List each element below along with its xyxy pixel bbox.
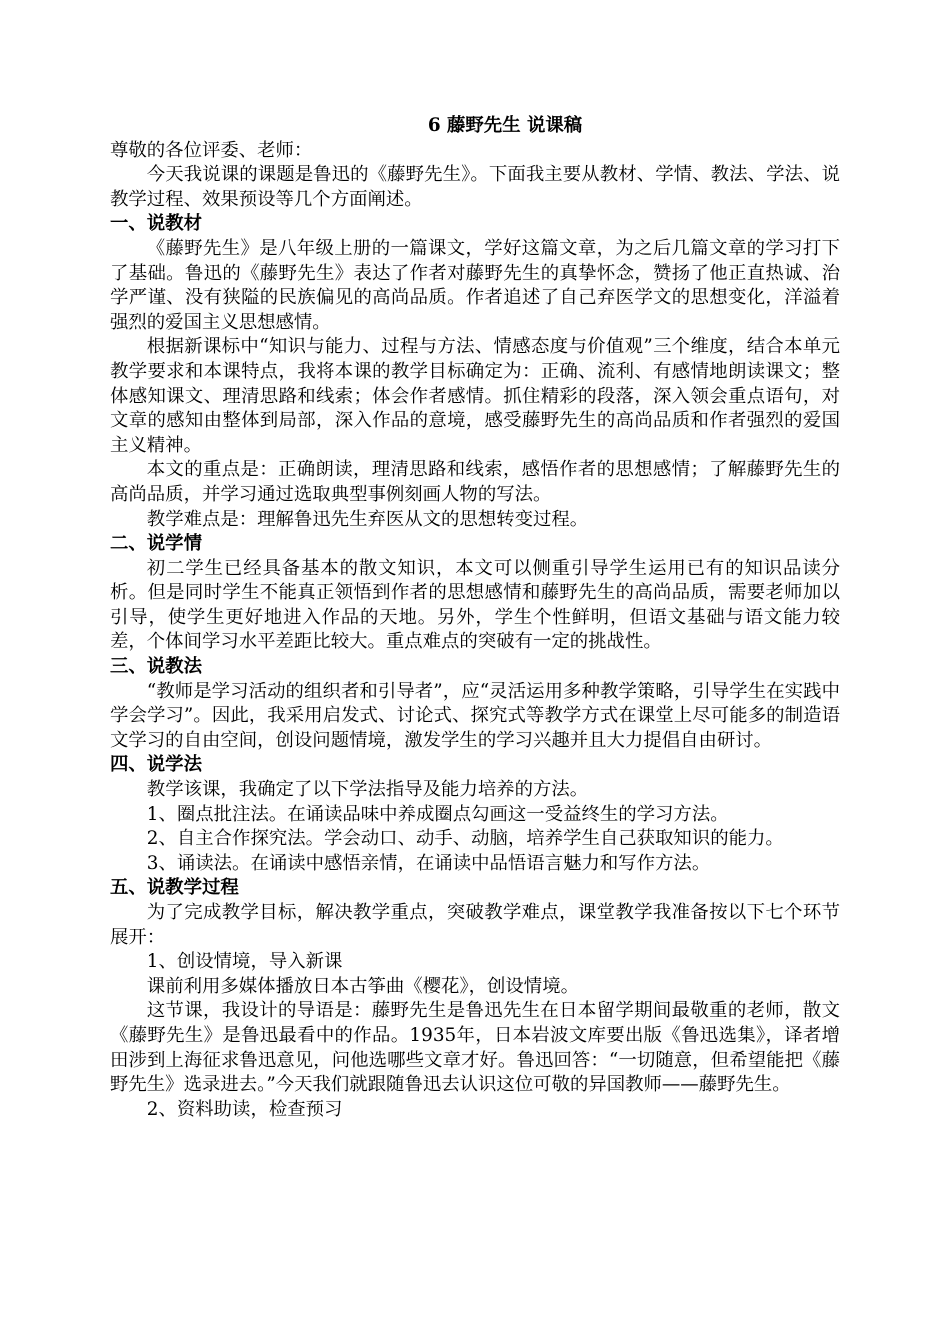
paragraph: “教师是学习活动的组织者和引导者”，应“灵活运用多种教学策略，引导学生在实践中学会学习”。因此，我采用启发式、讨论式、探究式等教学方式在课堂上尽可能多的制造语文学习的自由空间，创设问题情境，激发学生的学习兴趣并且大力提倡自由研讨。 [110, 680, 840, 751]
paragraph: 《藤野先生》是八年级上册的一篇课文，学好这篇文章，为之后几篇文章的学习打下了基础。鲁迅的《藤野先生》表达了作者对藤野先生的真挚怀念，赞扬了他正直热诚、治学严谨、没有狭隘的民族偏见的高尚品质。作者追述了自己弃医学文的思想变化，洋溢着强烈的爱国主义思想感情。 [110, 237, 840, 333]
list-item: 2、资料助读，检查预习 [146, 1098, 343, 1120]
section-heading-students: 二、说学情 [110, 533, 202, 555]
paragraph: 根据新课标中“知识与能力、过程与方法、情感态度与价值观”三个维度，结合本单元教学要求和本课特点，我将本课的教学目标确定为：正确、流利、有感情地朗读课文；整体感知课文、理清思路和线索；体会作者感情。抓住精彩的段落，深入领会重点语句，对文章的感知由整体到局部，深入作品的意境，感受藤野先生的高尚品质和作者强烈的爱国主义精神。 [110, 336, 840, 456]
paragraph: 这节课，我设计的导语是：藤野先生是鲁迅先生在日本留学期间最敬重的老师，散文《藤野先生》是鲁迅最看中的作品。1935年，日本岩波文库要出版《鲁迅选集》，译者增田涉到上海征求鲁迅意见，问他选哪些文章才好。鲁迅回答：“一切随意，但希望能把《藤野先生》选录进去。”今天我们就跟随鲁迅去认识这位可敬的异国教师——藤野先生。 [110, 1000, 840, 1096]
paragraph: 教学该课，我确定了以下学法指导及能力培养的方法。 [146, 779, 589, 801]
greeting: 尊敬的各位评委、老师： [110, 139, 313, 161]
section-heading-teaching-process: 五、说教学过程 [110, 877, 239, 899]
list-item: 2、自主合作探究法。学会动口、动手、动脑，培养学生自己获取知识的能力。 [146, 828, 784, 850]
document-page [110, 114, 840, 1122]
paragraph: 初二学生已经具备基本的散文知识，本文可以侧重引导学生运用已有的知识品读分析。但是同时学生不能真正领悟到作者的思想感情和藤野先生的高尚品质，需要老师加以引导，使学生更好地进入作品的天地。另外，学生个性鲜明，但语文基础与语文能力较差，个体间学习水平差距比较大。重点难点的突破有一定的挑战性。 [110, 557, 840, 653]
list-item: 3、诵读法。在诵读中感悟亲情，在诵读中品悟语言魅力和写作方法。 [146, 852, 711, 874]
section-heading-teaching-methods: 三、说教法 [110, 656, 202, 678]
document-title: 6 藤野先生 说课稿 [427, 115, 583, 136]
paragraph: 本文的重点是：正确朗读，理清思路和线索，感悟作者的思想感情；了解藤野先生的高尚品质，并学习通过选取典型事例刻画人物的写法。 [110, 459, 840, 505]
list-item: 1、创设情境，导入新课 [146, 951, 343, 973]
paragraph: 教学难点是：理解鲁迅先生弃医从文的思想转变过程。 [146, 508, 589, 530]
paragraph: 课前利用多媒体播放日本古筝曲《樱花》，创设情境。 [146, 975, 579, 997]
paragraph: 为了完成教学目标，解决教学重点，突破教学难点，课堂教学我准备按以下七个环节展开： [110, 902, 840, 948]
list-item: 1、圈点批注法。在诵读品味中养成圈点勾画这一受益终生的学习方法。 [146, 803, 729, 825]
section-heading-textbook: 一、说教材 [110, 213, 202, 235]
section-heading-learning-methods: 四、说学法 [110, 754, 202, 776]
intro-paragraph: 今天我说课的课题是鲁迅的《藤野先生》。下面我主要从教材、学情、教法、学法、说教学过程、效果预设等几个方面阐述。 [110, 164, 840, 210]
